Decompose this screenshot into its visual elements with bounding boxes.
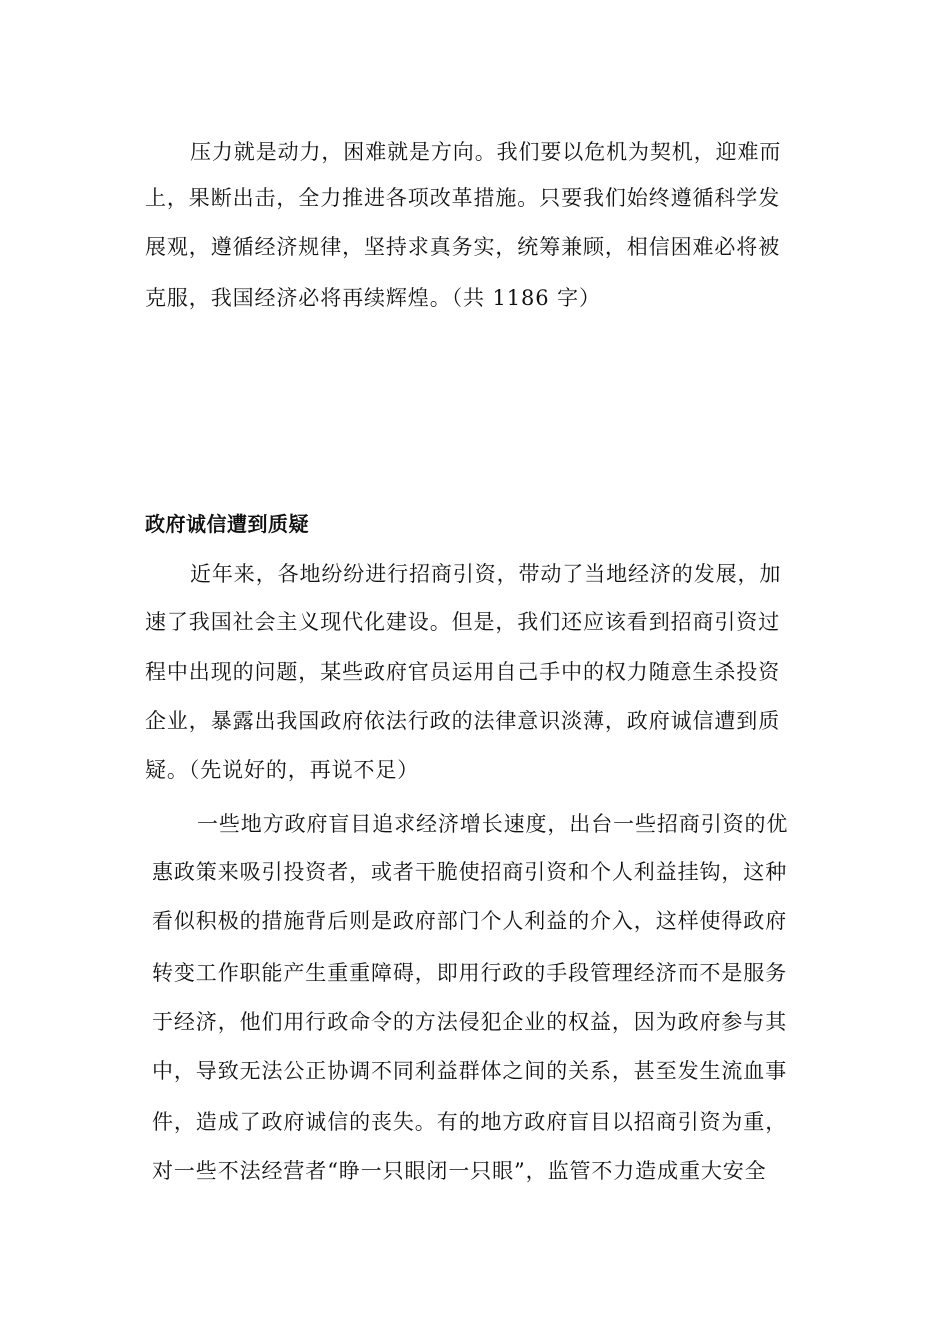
paragraph-line: 展观，遵循经济规律，坚持求真务实，统筹兼顾，相信困难必将被	[145, 235, 781, 259]
section-heading: 政府诚信遭到质疑	[145, 512, 309, 536]
paragraph-line: 压力就是动力，困难就是方向。我们要以危机为契机，迎难而	[190, 140, 782, 164]
paragraph-line: 惠政策来吸引投资者，或者干脆使招商引资和个人利益挂钩，这种	[152, 860, 788, 884]
paragraph-line: 程中出现的问题，某些政府官员运用自己手中的权力随意生杀投资	[145, 660, 781, 684]
paragraph-line: 看似积极的措施背后则是政府部门个人利益的介入，这样使得政府	[152, 909, 788, 933]
paragraph-line: 企业，暴露出我国政府依法行政的法律意识淡薄，政府诚信遭到质	[145, 709, 781, 733]
paragraph-line: 上，果断出击，全力推进各项改革措施。只要我们始终遵循科学发	[145, 186, 781, 210]
paragraph-line: 速了我国社会主义现代化建设。但是，我们还应该看到招商引资过	[145, 610, 781, 634]
paragraph-line: 一些地方政府盲目追求经济增长速度，出台一些招商引资的优	[197, 812, 789, 836]
paragraph-line: 中，导致无法公正协调不同利益群体之间的关系，甚至发生流血事	[152, 1059, 788, 1083]
paragraph-line: 对一些不法经营者“睁一只眼闭一只眼”，监管不力造成重大安全	[152, 1159, 767, 1183]
paragraph-line: 转变工作职能产生重重障碍，即用行政的手段管理经济而不是服务	[152, 961, 788, 985]
paragraph-line: 近年来，各地纷纷进行招商引资，带动了当地经济的发展，加	[190, 562, 782, 586]
paragraph-line: 件，造成了政府诚信的丧失。有的地方政府盲目以招商引资为重，	[152, 1110, 788, 1134]
paragraph-line: 疑。（先说好的，再说不足）	[145, 758, 420, 782]
paragraph-line: 于经济，他们用行政命令的方法侵犯企业的权益，因为政府参与其	[152, 1010, 788, 1034]
paragraph-line: 克服，我国经济必将再续辉煌。（共 1186 字）	[145, 286, 601, 310]
